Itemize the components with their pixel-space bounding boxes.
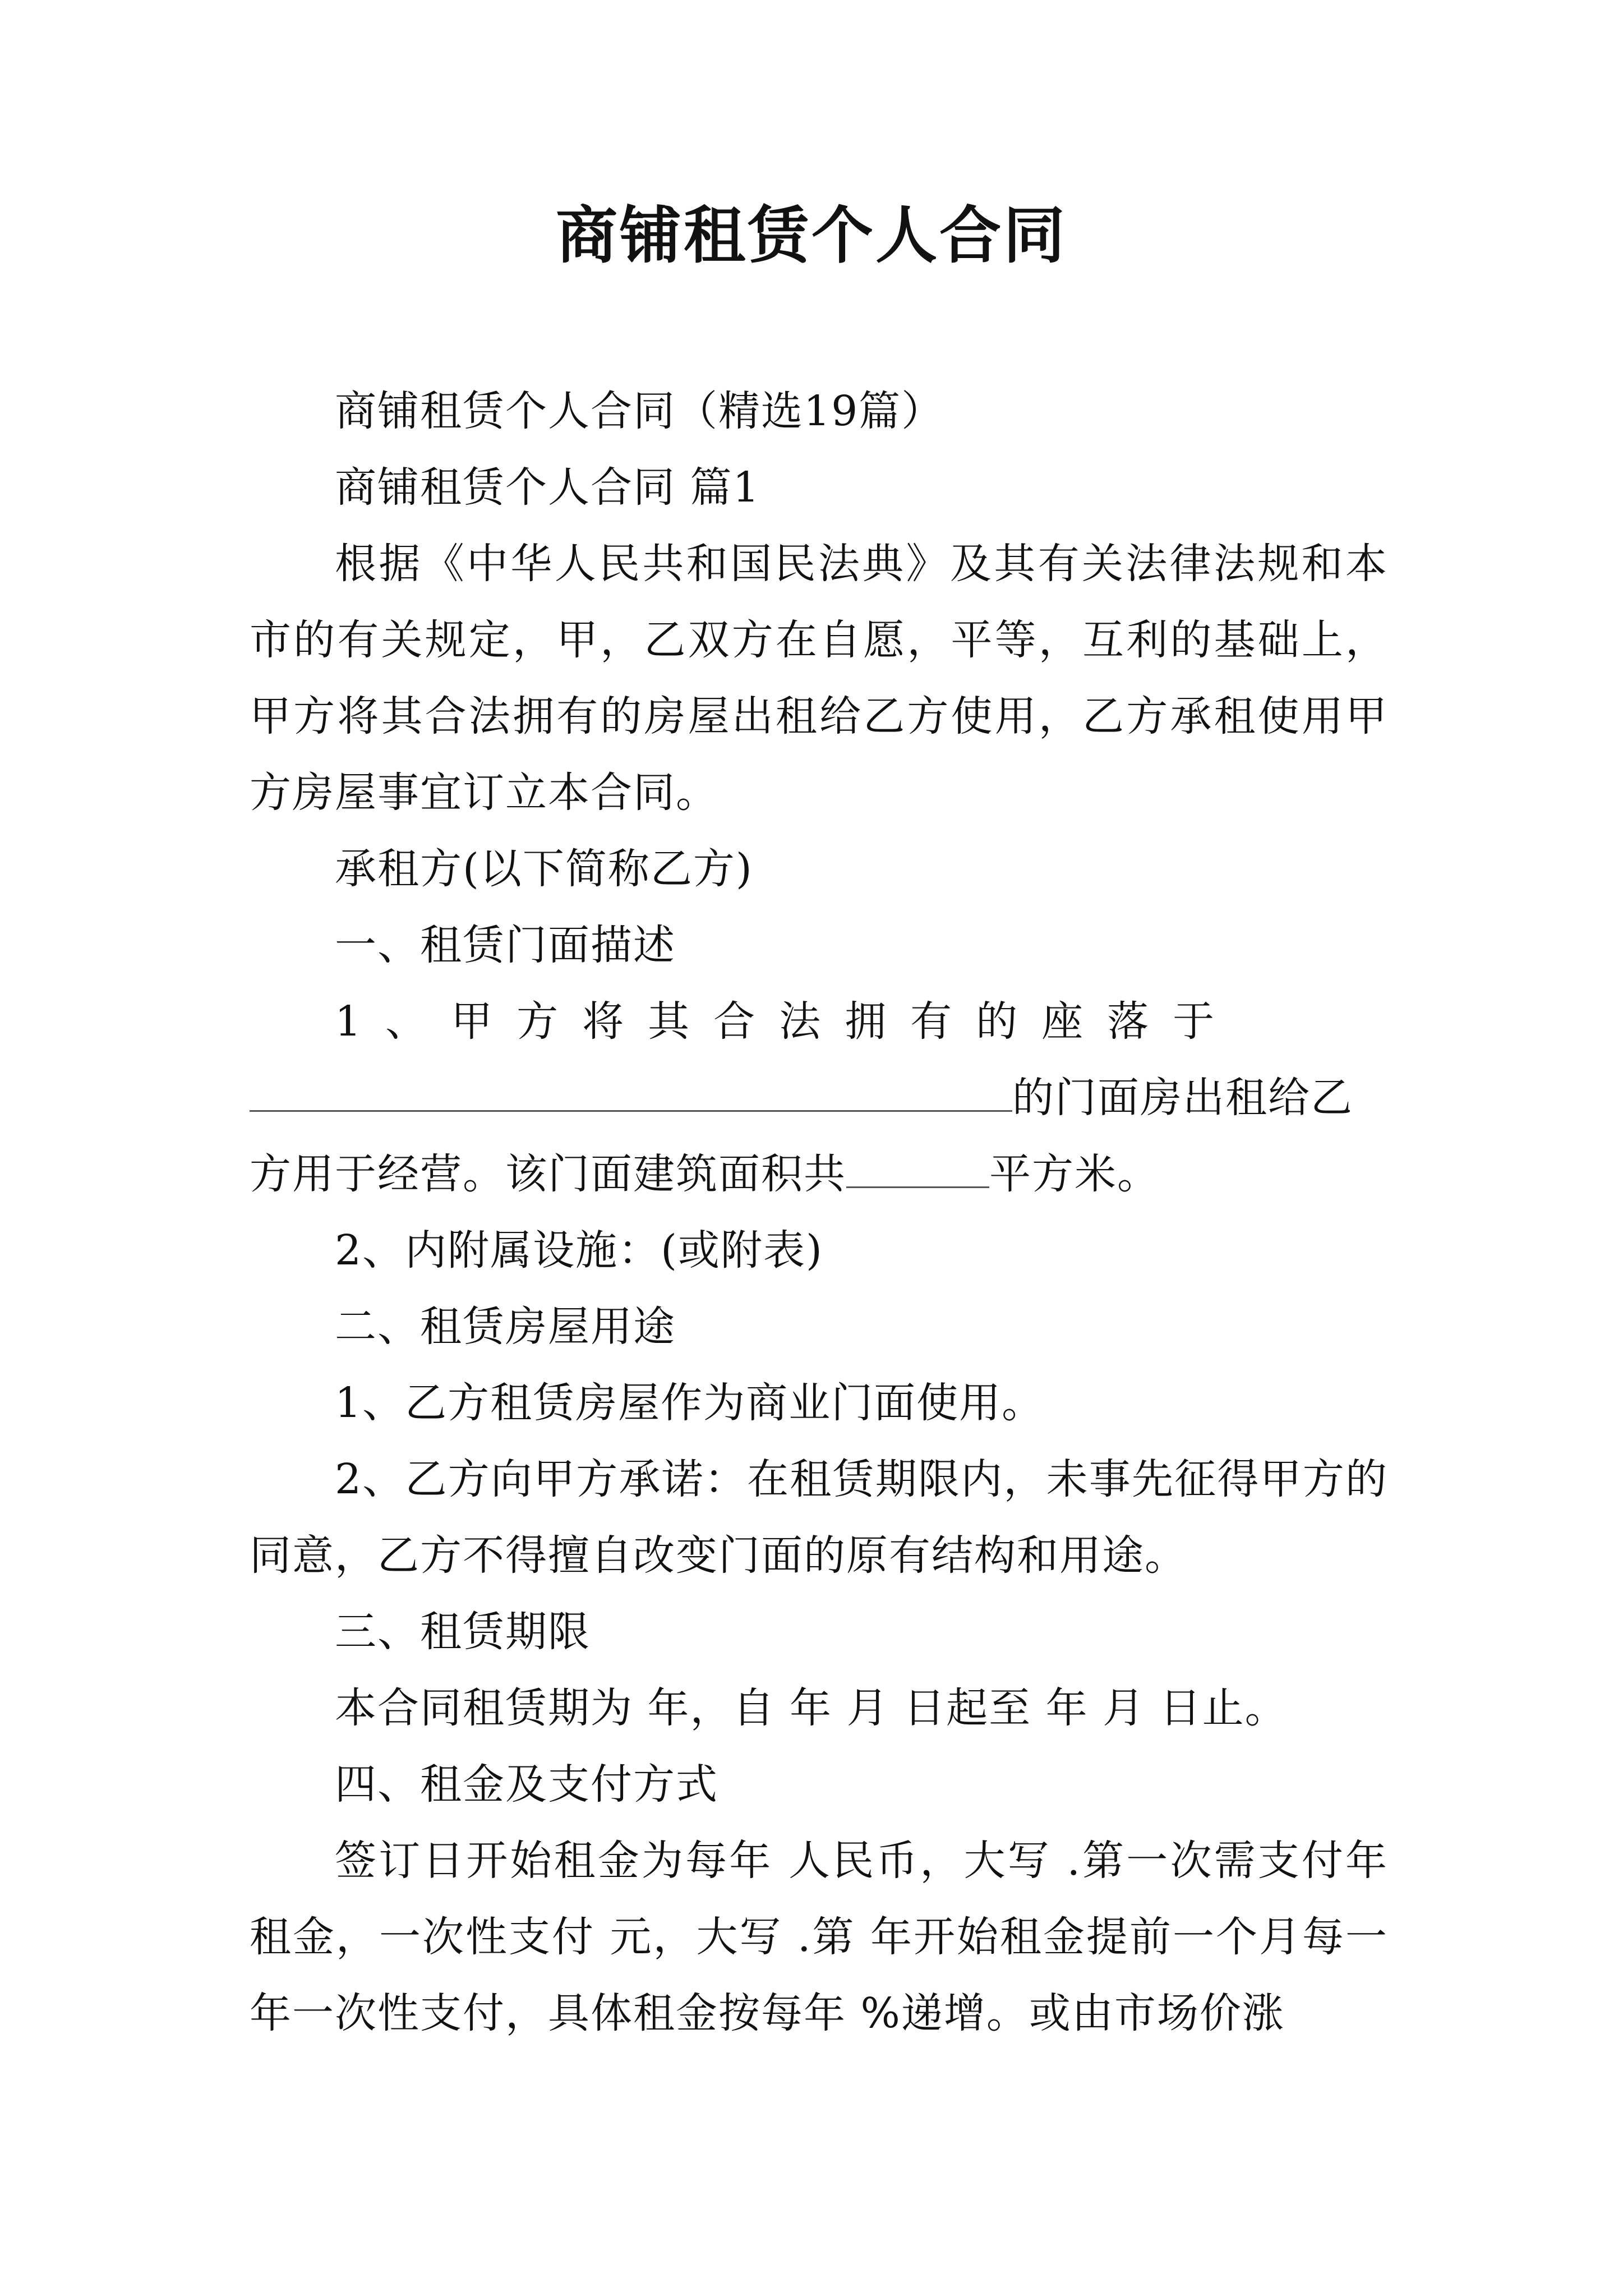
section-heading-1: 一、租赁门面描述 [335,921,676,969]
clause-1-2: 2、内附属设施：(或附表) [335,1226,823,1274]
paragraph-subtitle: 商铺租赁个人合同（精选19篇） [335,387,944,435]
clause-3-term: 本合同租赁期为 年，自 年 月 日起至 年 月 日止。 [335,1684,1288,1732]
clause-2-1: 1、乙方租赁房屋作为商业门面使用。 [335,1379,1045,1427]
paragraph-part-heading: 商铺租赁个人合同 篇1 [335,463,760,512]
clause-2-2: 2、乙方向甲方承诺：在租赁期限内，未事先征得甲方的同意，乙方不得擅自改变门面的原有结构和用途。 [250,1455,1388,1580]
clause-1-1-line-1: 1、甲方将其合法拥有的座落于 [335,997,1239,1046]
clause-1-1-after-blank: 的门面房出租给乙 [1012,1074,1353,1122]
location-blank [250,1063,1012,1112]
section-heading-2: 二、租赁房屋用途 [335,1303,676,1351]
clause-1-1-line-3 [250,1136,1388,1212]
clause-1-1-line-2 [250,1060,1388,1136]
document-body [250,373,1388,2051]
section-heading-4: 四、租金及支付方式 [335,1760,718,1809]
paragraph-preamble: 根据《中华人民共和国民法典》及其有关法律法规和本市的有关规定，甲，乙双方在自愿，平等，互利的基础上，甲方将其合法拥有的房屋出租给乙方使用，乙方承租使用甲方房屋事宜订立本合同。 [250,540,1388,817]
section-heading-3: 三、租赁期限 [335,1608,591,1656]
document-title: 商铺租赁个人合同 [556,199,1067,272]
clause-1-1-area-text: 方用于经营。该门面建筑面积共 [250,1150,846,1198]
paragraph-lessee: 承租方(以下简称乙方) [335,845,753,893]
clause-1-1-area-unit: 平方米。 [989,1150,1160,1198]
clause-4-rent: 签订日开始租金为每年 人民币，大写 .第一次需支付年租金，一次性支付 元，大写 .第 年开始租金提前一个月每一年一次性支付，具体租金按每年 %递增。或由市场价涨 [250,1837,1388,2037]
area-blank [846,1139,989,1188]
